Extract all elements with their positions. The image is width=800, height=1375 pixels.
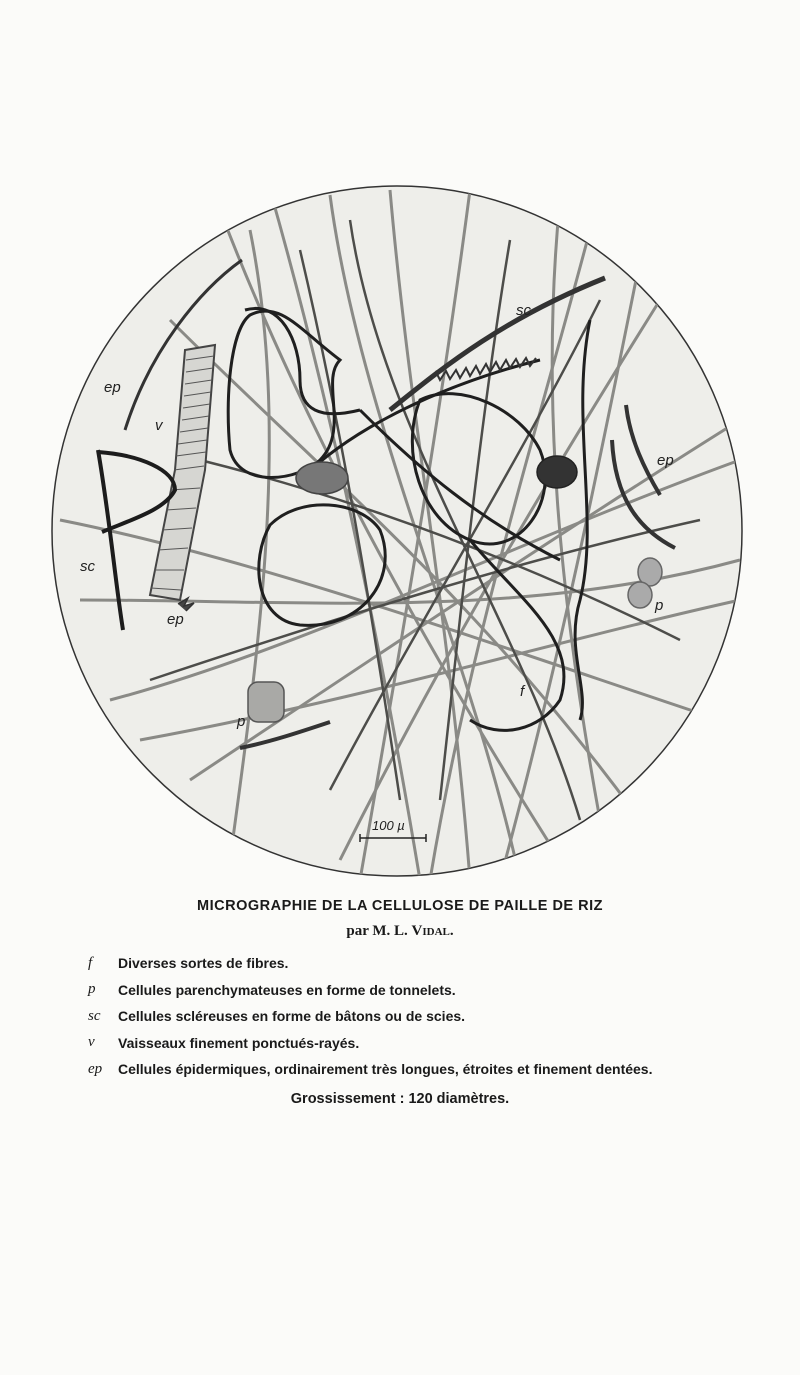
caption-title: MICROGRAPHIE DE LA CELLULOSE DE PAILLE DE RIZ bbox=[197, 898, 603, 914]
label-ep-bottom: ep bbox=[167, 611, 184, 628]
label-sc-top: sc bbox=[516, 302, 531, 319]
legend-list bbox=[0, 950, 800, 1083]
scale-bar-label: 100 µ bbox=[372, 818, 405, 833]
legend-key: sc bbox=[88, 1007, 101, 1024]
label-p-bottom: p bbox=[237, 713, 246, 730]
legend-key: f bbox=[88, 954, 93, 971]
legend-text: Vaisseaux finement ponctués-rayés. bbox=[118, 1034, 360, 1051]
parenchyma-cell-bottom bbox=[248, 682, 284, 722]
legend-key: ep bbox=[88, 1060, 103, 1077]
label-f: f bbox=[520, 683, 525, 700]
legend-item bbox=[0, 1056, 800, 1083]
legend-text: Cellules épidermiques, ordinairement très longues, étroites et finement dentées. bbox=[118, 1061, 653, 1078]
legend-text: Cellules parenchymateuses en forme de tonnelets. bbox=[118, 981, 456, 998]
label-v: v bbox=[155, 417, 163, 434]
label-sc-left: sc bbox=[80, 558, 95, 575]
legend-text: Cellules scléreuses en forme de bâtons ou de scies. bbox=[118, 1008, 466, 1025]
figure-caption bbox=[0, 898, 800, 1107]
label-p-right: p bbox=[655, 597, 664, 614]
caption-author bbox=[0, 923, 800, 940]
magnification-note: Grossissement : 120 diamètres. bbox=[290, 1090, 510, 1107]
legend-text: Diverses sortes de fibres. bbox=[118, 955, 289, 972]
legend-item bbox=[0, 1003, 800, 1030]
legend-key: p bbox=[88, 981, 96, 998]
author-prefix: par M. L. bbox=[346, 923, 412, 939]
legend-key: v bbox=[88, 1034, 95, 1051]
legend-item bbox=[0, 977, 800, 1004]
author-name: Vidal. bbox=[411, 923, 454, 939]
parenchyma-cell-dark bbox=[537, 456, 577, 488]
legend-item bbox=[0, 1030, 800, 1057]
legend-item bbox=[0, 950, 800, 977]
label-ep-right: ep bbox=[657, 452, 674, 469]
parenchyma-cell-center bbox=[296, 462, 348, 494]
label-ep-left: ep bbox=[104, 379, 121, 396]
